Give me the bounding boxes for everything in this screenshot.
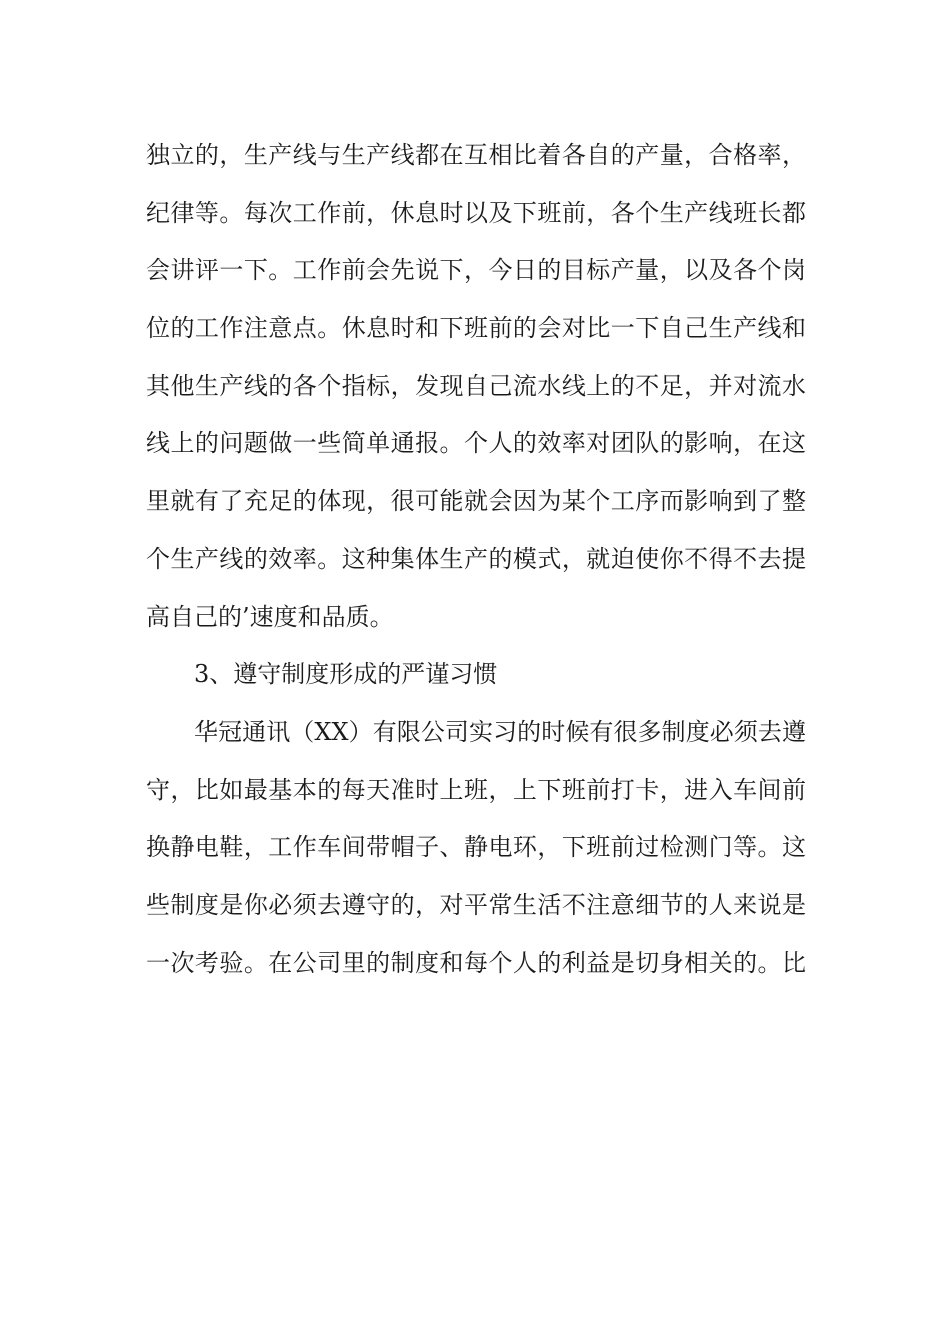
- paragraph-line: 位的工作注意点。休息时和下班前的会对比一下自己生产线和: [146, 314, 806, 343]
- paragraph-line: 一次考验。在公司里的制度和每个人的利益是切身相关的。比: [146, 948, 806, 977]
- paragraph-line: 高自己的’速度和品质。: [146, 602, 394, 631]
- paragraph-line: 个生产线的效率。这种集体生产的模式，就迫使你不得不去提: [146, 544, 806, 573]
- paragraph-line: 华冠通讯（XX）有限公司实习的时候有很多制度必须去遵: [194, 717, 806, 746]
- paragraph-line: 独立的，生产线与生产线都在互相比着各自的产量，合格率，: [146, 141, 806, 169]
- section-heading: 3、遵守制度形成的严谨习惯: [194, 660, 498, 689]
- paragraph-line: 守，比如最基本的每天准时上班，上下班前打卡，进入车间前: [146, 775, 806, 804]
- paragraph-line: 会讲评一下。工作前会先说下，今日的目标产量，以及各个岗: [146, 256, 806, 285]
- paragraph-line: 换静电鞋，工作车间带帽子、静电环，下班前过检测门等。这: [146, 833, 806, 862]
- paragraph-line: 些制度是你必须去遵守的，对平常生活不注意细节的人来说是: [146, 890, 806, 919]
- document-body: [146, 127, 806, 992]
- paragraph-line: 里就有了充足的体现，很可能就会因为某个工序而影响到了整: [146, 487, 806, 516]
- paragraph-line: 其他生产线的各个指标，发现自己流水线上的不足，并对流水: [146, 371, 806, 400]
- paragraph-line: 纪律等。每次工作前，休息时以及下班前，各个生产线班长都: [146, 198, 806, 227]
- paragraph-line: 线上的问题做一些简单通报。个人的效率对团队的影响，在这: [146, 429, 806, 458]
